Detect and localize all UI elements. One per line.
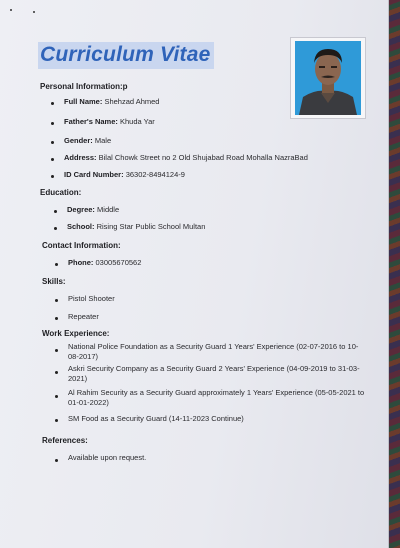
field-value: Khuda Yar	[119, 117, 155, 126]
field-value: 36302-8494124-9	[125, 170, 185, 179]
work-item-line: Askri Security Company as a Security Guard 2 Years' Experience (04-09-2019 to 31-03-	[68, 364, 360, 373]
field-degree	[67, 205, 119, 215]
field-label: Degree:	[67, 205, 95, 214]
field-label: Full Name:	[64, 97, 103, 106]
skill-item: Pistol Shooter	[68, 294, 115, 303]
field-label: School:	[67, 222, 95, 231]
field-value: Middle	[97, 205, 120, 214]
bullet	[51, 158, 54, 161]
field-phone	[68, 258, 141, 268]
work-item	[68, 364, 360, 384]
bullet	[55, 349, 58, 352]
field-value: Male	[94, 136, 112, 145]
section-heading-contact: Contact Information:	[42, 241, 121, 250]
section-heading-education: Education:	[40, 188, 82, 197]
profile-photo-frame	[290, 37, 366, 119]
field-label: Phone:	[68, 258, 94, 267]
field-value: Shehzad Ahmed	[104, 97, 160, 106]
work-item-line: 08-2017)	[68, 352, 99, 361]
work-item-line: 01-01-2022)	[68, 398, 109, 407]
section-heading-work: Work Experience:	[42, 329, 110, 338]
section-heading-skills: Skills:	[42, 277, 66, 286]
field-school	[67, 222, 205, 232]
page-title: Curriculum Vitae	[38, 42, 214, 69]
bullet	[55, 459, 58, 462]
bullet	[55, 395, 58, 398]
field-label: Gender:	[64, 136, 93, 145]
bullet	[55, 419, 58, 422]
section-heading-references: References:	[42, 436, 88, 445]
bullet	[55, 371, 58, 374]
reference-item: Available upon request.	[68, 453, 147, 462]
field-label: ID Card Number:	[64, 170, 124, 179]
work-item	[68, 342, 358, 362]
section-heading-personal: Personal Information:p	[40, 82, 128, 91]
bullet	[54, 227, 57, 230]
bullet	[51, 175, 54, 178]
work-item-line: Al Rahim Security as a Security Guard approximately 1 Years' Experience (05-05-2021 to	[68, 388, 365, 397]
field-full-name	[64, 97, 159, 107]
bullet	[54, 210, 57, 213]
work-item	[68, 414, 244, 424]
field-value: 03005670562	[95, 258, 142, 267]
field-value: Bilal Chowk Street no 2 Old Shujabad Road Mohalla NazraBad	[98, 153, 308, 162]
work-item-line: 2021)	[68, 374, 88, 383]
work-item-line: SM Food as a Security Guard (14-11-2023 Continue)	[68, 414, 244, 423]
portrait-illustration	[295, 41, 361, 115]
field-address	[64, 153, 308, 163]
paper-speck	[33, 11, 35, 13]
field-label: Address:	[64, 153, 97, 162]
field-fathers-name	[64, 117, 155, 127]
bullet	[51, 102, 54, 105]
bullet	[51, 141, 54, 144]
field-label: Father's Name:	[64, 117, 118, 126]
field-value: Rising Star Public School Multan	[96, 222, 206, 231]
bullet	[55, 317, 58, 320]
bullet	[55, 263, 58, 266]
field-id-card	[64, 170, 185, 180]
field-gender	[64, 136, 111, 146]
bullet	[51, 122, 54, 125]
profile-photo	[295, 41, 361, 115]
paper-speck	[10, 9, 12, 11]
skill-item: Repeater	[68, 312, 99, 321]
bullet	[55, 299, 58, 302]
work-item-line: National Police Foundation as a Security Guard 1 Years' Experience (02-07-2016 to 10-	[68, 342, 359, 351]
work-item	[68, 388, 364, 408]
